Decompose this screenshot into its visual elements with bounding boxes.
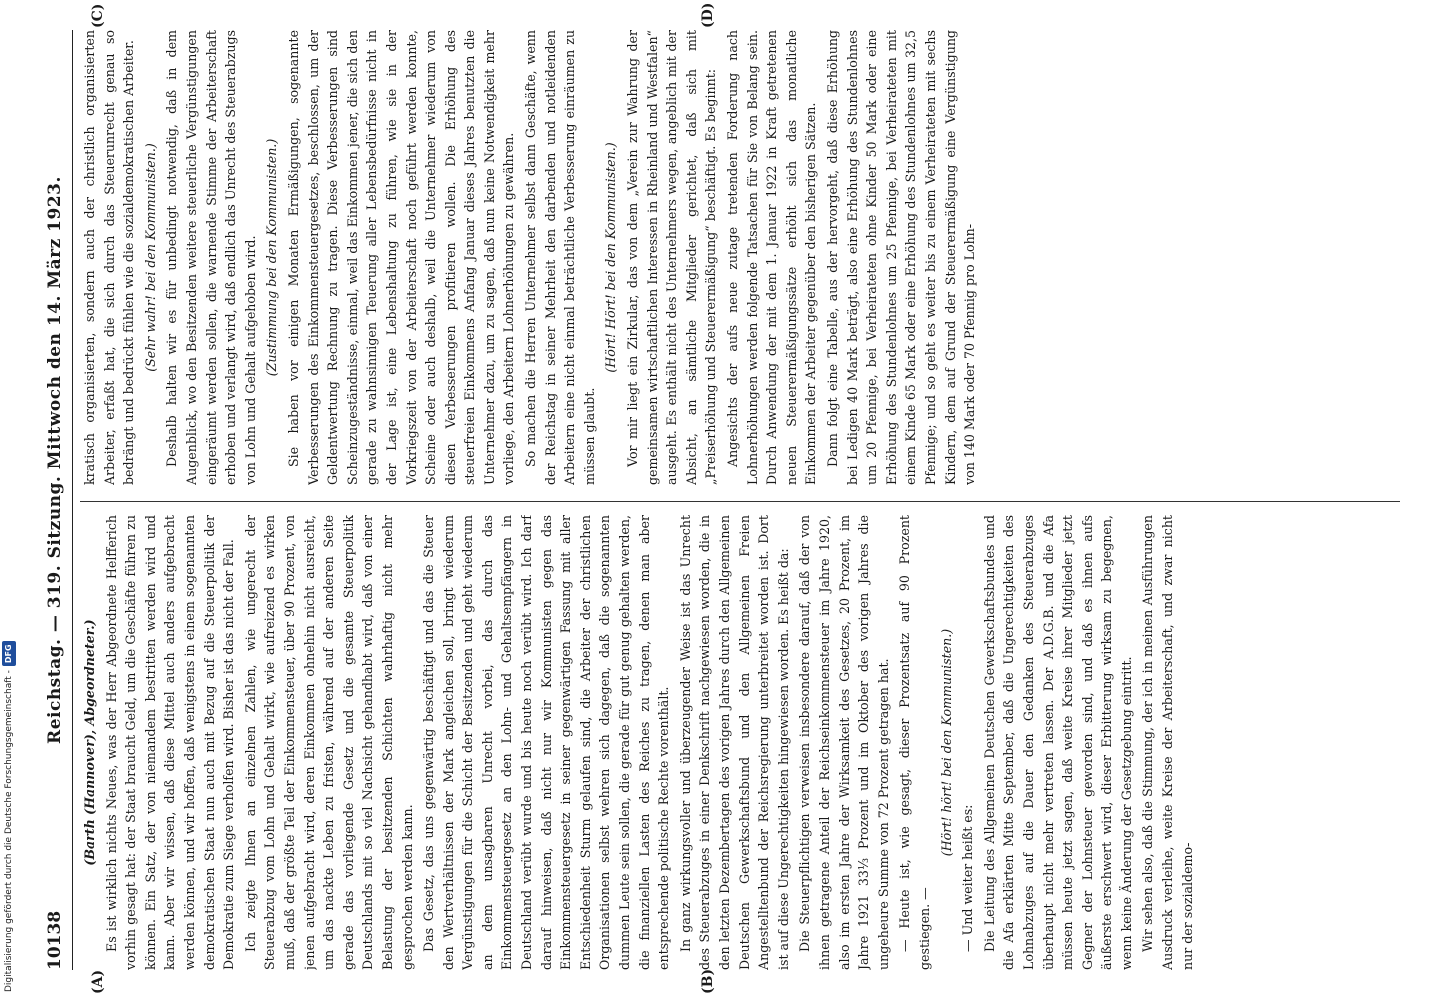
paragraph: So machen die Herren Unternehmer selbst dann Geschäfte, wenn der Reichstag in seiner Mehrheit den darbenden und notleidenden Arbeitern eine nicht einmal beträchtliche Verbesserung einräumen zu müssen glaubt. — [523, 30, 597, 485]
paragraph: Das Gesetz, das uns gegenwärtig beschäftigt und das die Steuer den Wertverhältnissen der Mark angleichen soll, bringt wiederum Vergünstigungen für die Schicht der Besitzenden und geht wiederum an dem unsagbaren Unrecht vorbei, das durch das Einkommensteuergesetz an den Lohn- und Gehaltsempfängern in Deutschland verübt wurde und bis heute noch verübt wird. Ich darf darauf hinweisen, daß nicht nur wir Kommunisten gegen das Einkommensteuergesetz in seiner gegenwärtigen Fassung mit aller Entschiedenheit Sturm gelaufen sind, die Arbeiter der christlichen Organisationen selbst wehren sich dagegen, daß die sogenannten dummen Leute sein sollen, die gerade für gut genug gehalten werden, die finanziellen Lasten des Reiches zu tragen, denen man aber entsprechende politische Rechte vorenthält. — [421, 515, 672, 970]
page-header — [38, 30, 73, 970]
column-divider — [80, 501, 1400, 502]
margin-marker-a: (A) — [90, 969, 106, 994]
paragraph: Es ist wirklich nichts Neues, was der Herr Abgeordnete Helfferich vorhin gesagt hat: der Staat braucht Geld, um die Geschäfte führen zu können. Ein Satz, der von niemandem bestritten werden wird und kann. Aber wir wissen, daß diese Mittel auch anders aufgebracht werden können, und wir hoffen, daß wenigstens in einem sogenannten demokratischen Staat nun auch mit Bezug auf die Steuerpolitik der Demokratie zum Siege verholfen wird. Bisher ist das nicht der Fall. — [103, 515, 237, 970]
paragraph: Wir sehen also, daß die Stimmung, der ich in meinen Ausführungen Ausdruck verleihe, weite Kreise der Arbeiterschaft, und zwar nicht nur der sozialdemo- — [1140, 515, 1195, 970]
margin-marker-b: (B) — [700, 968, 716, 994]
paragraph: Ich zeigte Ihnen an einzelnen Zahlen, wie ungerecht der Steuerabzug vom Lohn und Gehalt wirkt, wie aufreizend es wirken muß, daß der größte Teil der Einkommensteuer, über 90 Prozent, von jenen aufgebracht wird, deren Einkommen ohnehin nicht ausreicht, um das nackte Leben zu fristen, während auf der anderen Seite gerade das vorliegende Gesetz und die gesamte Steuerpolitik Deutschlands mit so viel Nachsicht gehandhabt wird, daß von einer Belastung der besitzenden Schichten wahrhaftig nicht mehr gesprochen werden kann. — [242, 515, 415, 970]
paragraph: In ganz wirkungsvoller und überzeugender Weise ist das Unrecht des Steuerabzuges in einer Denkschrift nachgewiesen worden, die in den letzten Dezembertagen des vorigen Jahres durch den Allgemeinen Deutschen Gewerkschaftsbund und den Allgemeinen Freien Angestelltenbund der Reichsregierung unterbreitet worden ist. Dort ist auf diese Ungerechtigkeiten hingewiesen worden. Es heißt da: — [677, 515, 791, 970]
margin-marker-d: (D) — [700, 2, 716, 28]
paragraph: Sie haben vor einigen Monaten Ermäßigungen, sogenannte Verbesserungen des Einkommensteuergesetzes, beschlossen, um der Geldentwertung Rechnung zu tragen. Diese Verbesserungen sind Scheinzugeständnisse, einmal, weil das Einkommen jener, die sich den gerade zu wahnsinnigen Teuerung aller Lebensbedürfnisse nicht in der Lage ist, eine Lebenshaltung zu führen, wie sie in der Vorkriegszeit von der Arbeiterschaft noch geführt werden konnte, Scheine oder auch deshalb, weil die Unternehmer wiederum von diesen Verbesserungen profitieren wollen. Die Erhöhung des steuerfreien Einkommens Anfang Januar dieses Jahres benutzten die Unternehmer dazu, um zu sagen, daß nun keine Notwendigkeit mehr vorliege, den Arbeitern Lohnerhöhungen zu gewähren. — [285, 30, 517, 485]
paragraph: Vor mir liegt ein Zirkular, das von dem „Verein zur Wahrung der gemeinsamen wirtschaftlichen Interessen in Rheinland und Westfalen“ ausgeht. Es enthält nicht des Unternehmers wegen, angeblich mit der Absicht, an sämtliche Mitglieder gerichtet, daß sich mit „Preiserhöhung und Steuerermäßigung“ beschäftigt. Es beginnt: — [625, 30, 719, 485]
right-column — [80, 30, 1400, 485]
interjection: (Hört! hört! bei den Kommunisten.) — [938, 628, 954, 857]
paragraph: — Und weiter heißt es: — [960, 804, 976, 952]
page-number: 10138 — [45, 910, 65, 970]
margin-marker-c: (C) — [90, 3, 106, 28]
interjection: (Hört! Hört! bei den Kommunisten.) — [603, 142, 619, 373]
paragraph: Dann folgt eine Tabelle, aus der hervorgeht, daß diese Erhöhung bei Ledigen 40 Mark beträgt, also eine Erhöhung des Stundenlohnes um 20 Pfennige, bei Verheirateten ohne Kinder 50 Mark oder eine Erhöhung des Stundenlohnes um 25 Pfennige, bei Verheirateten mit einem Kinde 65 Mark oder eine Erhöhung des Stundenlohnes um 32,5 Pfennige; und so geht es weiter bis zu einem Verheirateten mit sechs Kindern, dem auf Grund der Steuerermäßigung eine Vergünstigung von 140 Mark oder 70 Pfennig pro Lohn- — [824, 30, 978, 485]
paragraph: kratisch organisierten, sondern auch der christlich organisierten Arbeiter, erfaßt hat, die sich durch das Steuerunrecht genau so bedrängt und bedrückt fühlen wie die sozialdemokratischen Arbeiter. — [82, 30, 137, 485]
paragraph: — Heute ist, wie gesagt, dieser Prozentsatz auf 90 Prozent gestiegen. — — [897, 515, 932, 970]
digitization-credit: Digitalisierung gefördert durch die Deutsche Forschungsgemeinschaft - — [4, 670, 14, 992]
digitization-credit-bar — [2, 0, 16, 1000]
dfg-logo: DFG — [2, 641, 16, 666]
left-column — [80, 515, 1400, 970]
quote-paragraph: Angesichts der aufs neue zutage tretenden Forderung nach Lohnerhöhungen werden folgende Tatsachen für Sie von Belang sein. Durch Anwendung der mit dem 1. Januar 1922 in Kraft getretenen neuen Steuerermäßigungssätze erhöht sich das monatliche Einkommen der Arbeiter gegenüber den bisherigen Sätzen. — [725, 30, 819, 485]
speaker-line: (Barth (Hannover), Abgeordneter.) — [82, 619, 97, 866]
interjection: (Sehr wahr! bei den Kommunisten.) — [142, 143, 158, 372]
quote-paragraph: Die Leitung des Allgemeinen Deutschen Gewerkschaftsbundes und die Afa erklärten Mitte September, daß die Ungerechtigkeiten des Lohnabzuges auf die Dauer den Gedanken des Steuerabzuges überhaupt nicht mehr vertreten lassen. Der A.D.G.B. und die Afa müssen heute jetzt sagen, daß weite Kreise ihrer Mitglieder jetzt Gegner der Lohnsteuer geworden sind, und daß es ihnen aufs äußerste erschwert wird, dieser Erbitterung wirksam zu begegnen, wenn keine Änderung der Gesetzgebung eintritt. — [981, 515, 1134, 970]
paragraph: Deshalb halten wir es für unbedingt notwendig, daß in dem Augenblick, wo den Besitzenden weitere steuerliche Vergünstigungen eingeräumt werden sollen, die warnende Stimme der Arbeiterschaft erhoben und verlangt wird, daß endlich das Unrecht des Steuerabzugs von Lohn und Gehalt aufgehoben wird. — [164, 30, 258, 485]
page-title: Reichstag. — 319. Sitzung. Mittwoch den 14. März 1923. — [45, 176, 65, 744]
quote-paragraph: Die Steuerpflichtigen verweisen insbesondere darauf, daß der von ihnen getragene Anteil der Reichseinkommensteuer im Jahre 1920, also im ersten Jahre der Wirksamkeit des Gesetzes, 20 Prozent, im Jahre 1921 33⅓ Prozent und im Oktober des vorigen Jahres die ungeheure Summe von 72 Prozent getragen hat. — [797, 515, 891, 970]
interjection: (Zustimmung bei den Kommunisten.) — [264, 138, 280, 377]
